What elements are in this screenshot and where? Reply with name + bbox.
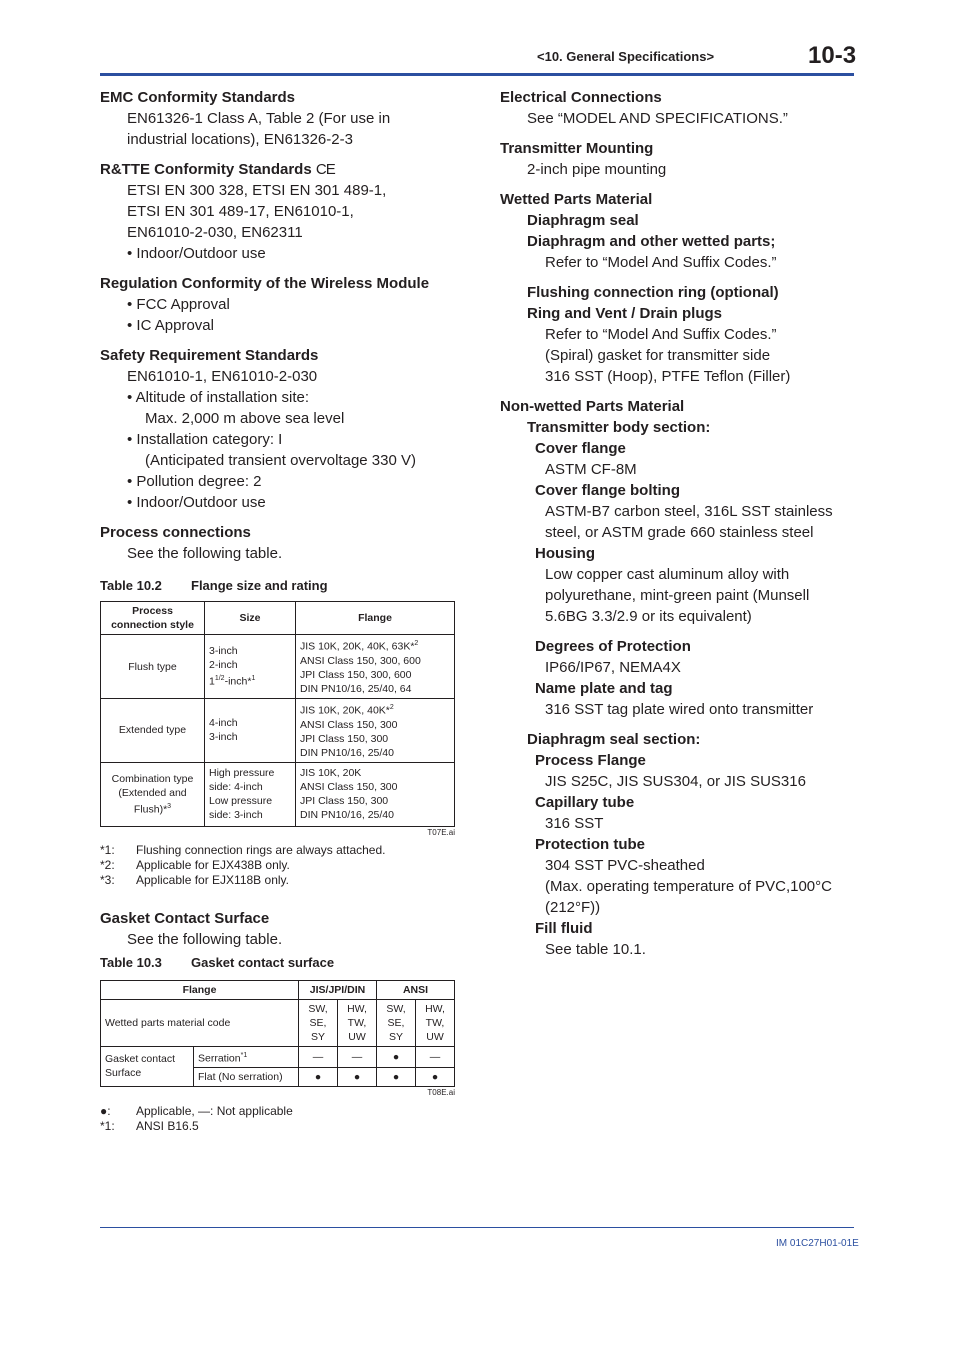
note: ●: Applicable, —: Not applicable — [100, 1104, 293, 1118]
wetted-text: Refer to “Model And Suffix Codes.” — [545, 326, 777, 343]
nonwetted-text: JIS S25C, JIS SUS304, or JIS SUS316 — [545, 773, 806, 790]
table-cell: 4-inch 3-inch — [205, 699, 296, 763]
table-cell: Flush type — [101, 635, 205, 699]
wetted-heading: Wetted Parts Material — [500, 191, 653, 208]
nonwetted-item: Cover flange bolting — [535, 482, 681, 499]
nonwetted-item: Cover flange — [535, 440, 626, 457]
emc-line: EN61326-1 Class A, Table 2 (For use in — [127, 110, 391, 127]
table-cell: ● — [338, 1068, 377, 1087]
flange-table — [100, 601, 455, 827]
table-row — [101, 699, 455, 763]
table-cell: Extended type — [101, 699, 205, 763]
page-number: 10-3 — [808, 42, 857, 69]
table-cell: JIS 10K, 20K ANSI Class 150, 300 JPI Class 150, 300 DIN PN10/16, 25/40 — [296, 762, 455, 826]
col-header: Flange — [101, 980, 299, 999]
nonwetted-text: 316 SST tag plate wired onto transmitter — [545, 701, 814, 718]
nonwetted-text: polyurethane, mint-green paint (Munsell — [545, 587, 810, 604]
wetted-sub: Diaphragm seal — [527, 212, 639, 229]
nonwetted-item: Degrees of Protection — [535, 638, 691, 655]
table-cell: SW, SE, SY — [299, 999, 338, 1046]
ce-mark-icon: CE — [315, 161, 335, 178]
nonwetted-item: Fill fluid — [535, 920, 593, 937]
regulation-line: • IC Approval — [127, 317, 214, 334]
nonwetted-sub: Transmitter body section: — [527, 419, 711, 436]
table-10-2-caption — [100, 577, 460, 595]
wetted-sub: Diaphragm and other wetted parts; — [527, 233, 776, 250]
col-header: JIS/JPI/DIN — [299, 980, 377, 999]
nonwetted-text: (Max. operating temperature of PVC,100°C — [545, 878, 832, 895]
process-text: See the following table. — [127, 545, 283, 562]
wetted-text: 316 SST (Hoop), PTFE Teflon (Filler) — [545, 368, 791, 385]
safety-line: Max. 2,000 m above sea level — [145, 410, 345, 427]
table-row — [101, 635, 455, 699]
wetted-sub: Ring and Vent / Drain plugs — [527, 305, 723, 322]
gasket-table — [100, 980, 455, 1088]
safety-heading: Safety Requirement Standards — [100, 347, 319, 364]
gasket-heading: Gasket Contact Surface — [100, 909, 270, 927]
table-number: Table 10.3 — [100, 954, 162, 970]
rtte-line: • Indoor/Outdoor use — [127, 245, 266, 262]
nonwetted-text: 304 SST PVC-sheathed — [545, 857, 705, 874]
nonwetted-item: Process Flange — [535, 752, 646, 769]
table-10-3-caption — [100, 954, 460, 972]
nonwetted-item: Protection tube — [535, 836, 646, 853]
note: *1: Flushing connection rings are always attached. — [100, 842, 386, 857]
regulation-line: • FCC Approval — [127, 296, 230, 313]
wetted-sub: Flushing connection ring (optional) — [527, 284, 779, 301]
wetted-text: (Spiral) gasket for transmitter side — [545, 347, 771, 364]
nonwetted-text: See table 10.1. — [545, 941, 646, 958]
table-cell: ● — [377, 1046, 416, 1068]
table-notes — [100, 1104, 460, 1134]
table-notes — [100, 843, 460, 888]
table-cell: HW, TW, UW — [416, 999, 455, 1046]
table-cell: Flat (No serration) — [194, 1068, 299, 1087]
table-row — [101, 1046, 455, 1068]
left-column — [100, 87, 460, 1134]
table-cell: High pressure side: 4-inch Low pressure side: 3-inch — [205, 762, 296, 826]
nonwetted-item: Name plate and tag — [535, 680, 673, 697]
table-cell: 3-inch 2-inch $1^{1/2}-inch*^1$ — [205, 635, 296, 699]
rtte-line: ETSI EN 300 328, ETSI EN 301 489-1, — [127, 182, 387, 199]
col-header: Process connection style — [101, 602, 205, 635]
emc-heading: EMC Conformity Standards — [100, 89, 296, 106]
rtte-line: EN61010-2-030, EN62311 — [127, 224, 303, 241]
footer-rule — [100, 1227, 854, 1228]
regulation-heading: Regulation Conformity of the Wireless Module — [100, 275, 430, 292]
header-rule — [100, 73, 854, 76]
table-row — [101, 762, 455, 826]
process-heading: Process connections — [100, 524, 251, 541]
nonwetted-text: IP66/IP67, NEMA4X — [545, 659, 681, 676]
table-cell: ● — [416, 1068, 455, 1087]
table-cell: — — [416, 1046, 455, 1068]
table-cell: — — [338, 1046, 377, 1068]
mounting-heading: Transmitter Mounting — [500, 140, 654, 157]
table-cell: SW, SE, SY — [377, 999, 416, 1046]
table-row — [101, 999, 455, 1046]
table-cell: Gasket contact Surface — [101, 1046, 194, 1087]
table-file-tag: T07E.ai — [427, 827, 455, 837]
table-cell: Combination type (Extended and Flush)*$^3$ — [101, 762, 205, 826]
nonwetted-item: Capillary tube — [535, 794, 635, 811]
table-file-tag: T08E.ai — [427, 1088, 455, 1097]
electrical-text: See “MODEL AND SPECIFICATIONS.” — [527, 110, 788, 127]
nonwetted-sub: Diaphragm seal section: — [527, 731, 701, 748]
note: *2: Applicable for EJX438B only. — [100, 857, 290, 872]
table-cell: ● — [377, 1068, 416, 1087]
nonwetted-text: (212°F)) — [545, 899, 601, 916]
safety-line: (Anticipated transient overvoltage 330 V) — [145, 452, 416, 469]
table-cell: JIS 10K, 20K, 40K*$^2$ ANSI Class 150, 300 JPI Class 150, 300 DIN PN10/16, 25/40 — [296, 699, 455, 763]
nonwetted-text: Low copper cast aluminum alloy with — [545, 566, 790, 583]
table-title: Flange size and rating — [191, 578, 328, 593]
table-cell: — — [299, 1046, 338, 1068]
col-header: Flange — [296, 602, 455, 635]
table-number: Table 10.2 — [100, 578, 162, 593]
col-header: Size — [205, 602, 296, 635]
safety-line: • Indoor/Outdoor use — [127, 494, 266, 511]
wetted-text: Refer to “Model And Suffix Codes.” — [545, 254, 777, 271]
safety-line: • Pollution degree: 2 — [127, 473, 262, 490]
section-title: <10. General Specifications> — [537, 49, 715, 64]
note: *1: ANSI B16.5 — [100, 1119, 199, 1133]
col-header: ANSI — [377, 980, 455, 999]
nonwetted-text: steel, or ASTM grade 660 stainless steel — [545, 524, 814, 541]
nonwetted-text: 5.6BG 3.3/2.9 or its equivalent) — [545, 608, 752, 625]
right-column — [500, 87, 860, 960]
rtte-title: R&TTE Conformity Standards — [100, 161, 312, 178]
table-title: Gasket contact surface — [191, 954, 335, 970]
mounting-text: 2-inch pipe mounting — [527, 161, 667, 178]
rtte-line: ETSI EN 301 489-17, EN61010-1, — [127, 203, 354, 220]
safety-line: • Altitude of installation site: — [127, 389, 310, 406]
electrical-heading: Electrical Connections — [500, 89, 662, 106]
nonwetted-text: ASTM-B7 carbon steel, 316L SST stainless — [545, 503, 833, 520]
table-cell: HW, TW, UW — [338, 999, 377, 1046]
table-cell: JIS 10K, 20K, 40K, 63K*$^2$ ANSI Class 150, 300, 600 JPI Class 150, 300, 600 DIN PN10/16, 25/40, 64 — [296, 635, 455, 699]
note: *3: Applicable for EJX118B only. — [100, 872, 289, 887]
document-code: IM 01C27H01-01E — [776, 1238, 859, 1249]
safety-line: • Installation category: I — [127, 431, 283, 448]
nonwetted-text: ASTM CF-8M — [545, 461, 637, 478]
table-cell: ● — [299, 1068, 338, 1087]
nonwetted-item: Housing — [535, 545, 595, 562]
rtte-heading — [100, 159, 460, 180]
emc-line: industrial locations), EN61326-2-3 — [127, 131, 353, 148]
gasket-text: See the following table. — [127, 930, 283, 948]
table-cell: Wetted parts material code — [101, 999, 299, 1046]
safety-line: EN61010-1, EN61010-2-030 — [127, 368, 318, 385]
table-cell: Serration$^{*1}$ — [194, 1046, 299, 1068]
nonwetted-text: 316 SST — [545, 815, 604, 832]
nonwetted-heading: Non-wetted Parts Material — [500, 398, 685, 415]
